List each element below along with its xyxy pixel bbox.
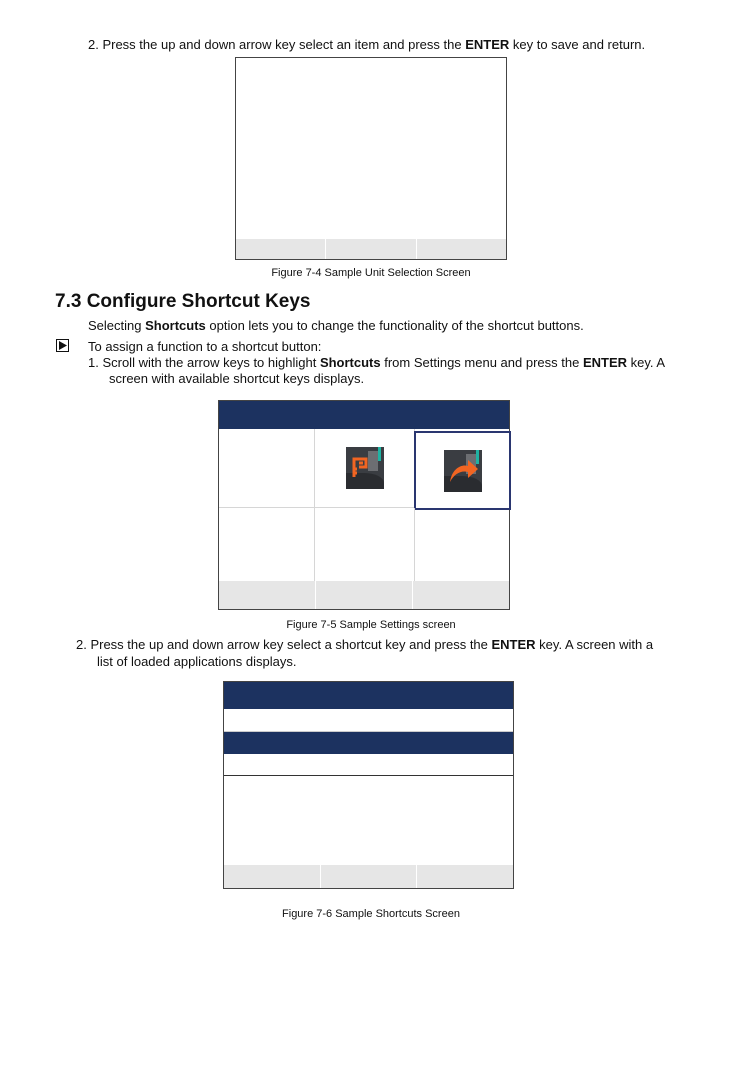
soft-key-bar [224, 865, 513, 888]
soft-key-bar [219, 581, 509, 609]
soft-key-3[interactable] [413, 581, 509, 609]
shortcut-grid [219, 429, 509, 581]
settings-screen [218, 400, 510, 610]
unit-selection-screen [235, 57, 507, 260]
intro-text: Selecting [88, 318, 146, 333]
grid-cell-return-shortcut-selected[interactable] [414, 431, 511, 510]
step-1-line-2: screen with available shortcut keys displays. [109, 371, 365, 386]
section-intro [88, 317, 584, 335]
soft-key-1[interactable] [224, 865, 321, 888]
enter-key-label: ENTER [465, 37, 510, 52]
step-text: 2. Press the up and down arrow key select a shortcut key and press the [76, 637, 492, 652]
step-text: key. A [627, 355, 666, 370]
shortcuts-screen [223, 681, 514, 889]
shortcut-return-icon [444, 450, 482, 492]
figure-7-5-caption: Figure 7-5 Sample Settings screen [286, 619, 456, 631]
figure-7-6-caption: Figure 7-6 Sample Shortcuts Screen [282, 908, 460, 920]
step-text: 2. Press the up and down arrow key select an item and press the [88, 37, 466, 52]
soft-key-1[interactable] [219, 581, 316, 609]
list-item[interactable] [224, 709, 513, 732]
soft-key-2[interactable] [316, 581, 413, 609]
shortcuts-label: Shortcuts [145, 318, 206, 333]
soft-key-2[interactable] [321, 865, 418, 888]
grid-cell[interactable] [219, 429, 315, 508]
shortcut-unit-icon [346, 447, 384, 489]
list-item[interactable] [224, 754, 513, 776]
grid-cell-unit-shortcut[interactable] [315, 429, 415, 508]
procedure-icon [56, 339, 69, 352]
step-2-top [88, 36, 645, 54]
step-text: key. A screen with a [535, 637, 654, 652]
grid-cell[interactable] [315, 508, 415, 582]
soft-key-bar [236, 239, 506, 259]
soft-key-1[interactable] [236, 239, 326, 259]
soft-key-3[interactable] [417, 865, 513, 888]
enter-key-label: ENTER [582, 355, 627, 370]
intro-text: option lets you to change the functionality of the shortcut buttons. [205, 318, 584, 333]
figure-7-4-caption: Figure 7-4 Sample Unit Selection Screen [271, 267, 471, 279]
enter-key-label: ENTER [491, 637, 536, 652]
list-item-selected[interactable] [224, 732, 513, 754]
step-text: key to save and return. [509, 37, 646, 52]
step-2-bottom [76, 636, 653, 654]
settings-header [219, 401, 509, 429]
procedure-intro: To assign a function to a shortcut button: [88, 339, 322, 354]
step-text: from Settings menu and press the [380, 355, 583, 370]
step-2-bottom-line-2: list of loaded applications displays. [97, 654, 297, 669]
shortcuts-label: Shortcuts [319, 355, 381, 370]
soft-key-2[interactable] [326, 239, 416, 259]
section-heading: 7.3 Configure Shortcut Keys [55, 291, 311, 312]
grid-cell[interactable] [219, 508, 315, 582]
shortcuts-header [224, 682, 513, 709]
soft-key-3[interactable] [417, 239, 506, 259]
step-text: 1. Scroll with the arrow keys to highlight [88, 355, 320, 370]
grid-cell[interactable] [415, 508, 511, 582]
